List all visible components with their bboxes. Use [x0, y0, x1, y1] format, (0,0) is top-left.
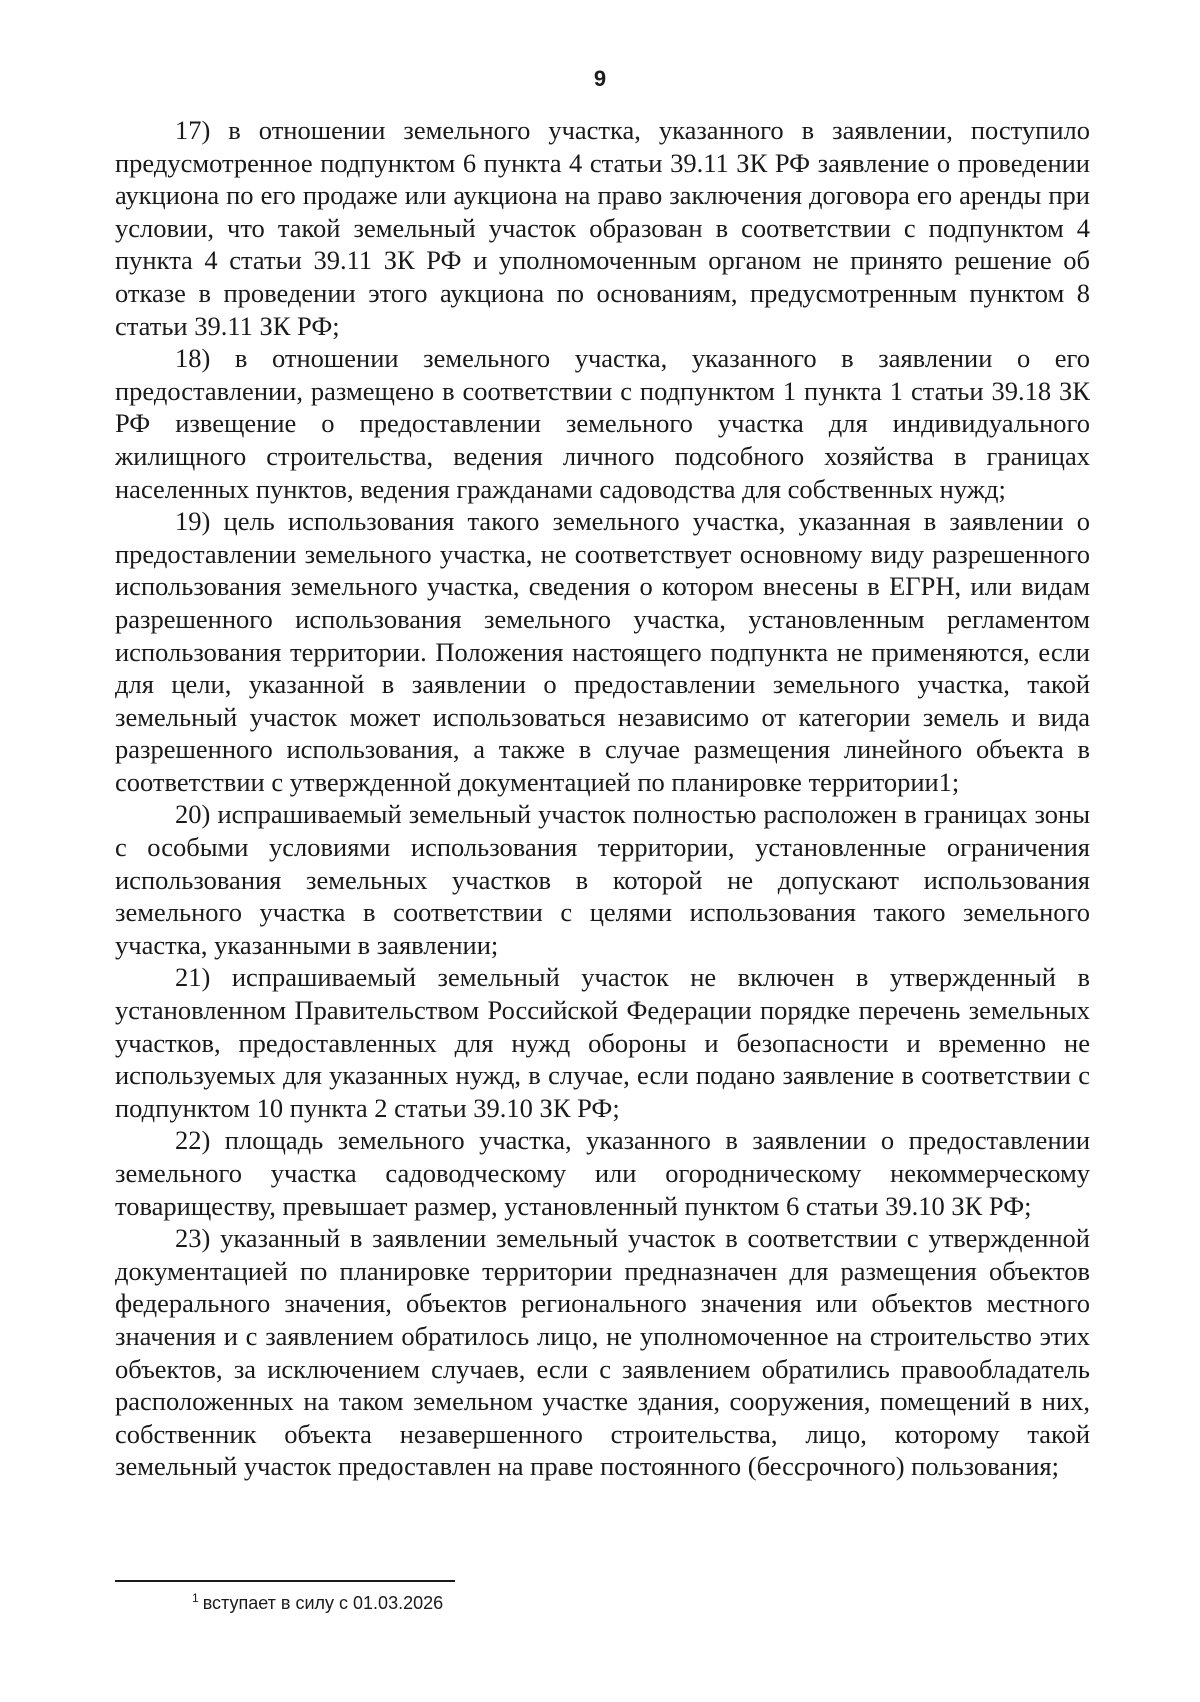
paragraph-18: 18) в отношении земельного участка, указанного в заявлении о его предоставлении, размещено в соответствии с подпунктом 1 пункта 1 статьи 39.18 ЗК РФ извещение о предоставлении земельного участка для индивидуального жилищного строительства, ведения личного подсобного хозяйства в границах населенных пунктов, ведения гражданами садоводства для собственных нужд;	[115, 343, 1090, 504]
paragraph-17: 17) в отношении земельного участка, указанного в заявлении, поступило предусмотренное подпунктом 6 пункта 4 статьи 39.11 ЗК РФ заявление о проведении аукциона по его продаже или аукциона на право заключения договора его аренды при условии, что такой земельный участок образован в соответствии с подпунктом 4 пункта 4 статьи 39.11 ЗК РФ и уполномоченным органом не принято решение об отказе в проведении этого аукциона по основаниям, предусмотренным пунктом 8 статьи 39.11 ЗК РФ;	[115, 115, 1090, 341]
paragraph-20: 20) испрашиваемый земельный участок полностью расположен в границах зоны с особыми условиями использования территории, установленные ограничения использования земельных участков в которой не допускают использования земельного участка в соответствии с целями использования такого земельного участка, указанными в заявлении;	[115, 799, 1090, 960]
page-number: 9	[593, 66, 607, 91]
paragraph-23: 23) указанный в заявлении земельный участок в соответствии с утвержденной документацией по планировке территории предназначен для размещения объектов федерального значения, объектов регионального значения или объектов местного значения и с заявлением обратилось лицо, не уполномоченное на строительство этих объектов, за исключением случаев, если с заявлением обратились правообладатель расположенных на таком земельном участке здания, сооружения, помещений в них, собственник объекта незавершенного строительства, лицо, которому такой земельный участок предоставлен на праве постоянного (бессрочного) пользования;	[115, 1223, 1090, 1482]
footnote-separator	[115, 1580, 455, 1582]
paragraph-19: 19) цель использования такого земельного участка, указанная в заявлении о предоставлении земельного участка, не соответствует основному виду разрешенного использования земельного участка, сведения о котором внесены в ЕГРН, или видам разрешенного использования земельного участка, установленным регламентом использования территории. Положения настоящего подпункта не применяются, если для цели, указанной в заявлении о предоставлении земельного участка, такой земельный участок может использоваться независимо от категории земель и вида разрешенного использования, а также в случае размещения линейного объекта в соответствии с утвержденной документацией по планировке территории1;	[115, 506, 1090, 797]
paragraph-21: 21) испрашиваемый земельный участок не включен в утвержденный в установленном Правительством Российской Федерации порядке перечень земельных участков, предоставленных для нужд обороны и безопасности и временно не используемых для указанных нужд, в случае, если подано заявление в соответствии с подпунктом 10 пункта 2 статьи 39.10 ЗК РФ;	[115, 962, 1090, 1123]
footnote	[192, 1591, 443, 1615]
footnote-text: вступает в силу с 01.03.2026	[202, 1593, 444, 1613]
paragraph-22: 22) площадь земельного участка, указанного в заявлении о предоставлении земельного участка садоводческому или огородническому некоммерческому товариществу, превышает размер, установленный пунктом 6 статьи 39.10 ЗК РФ;	[115, 1125, 1090, 1221]
footnote-marker: 1	[192, 1591, 199, 1605]
document-body	[115, 114, 1090, 1483]
